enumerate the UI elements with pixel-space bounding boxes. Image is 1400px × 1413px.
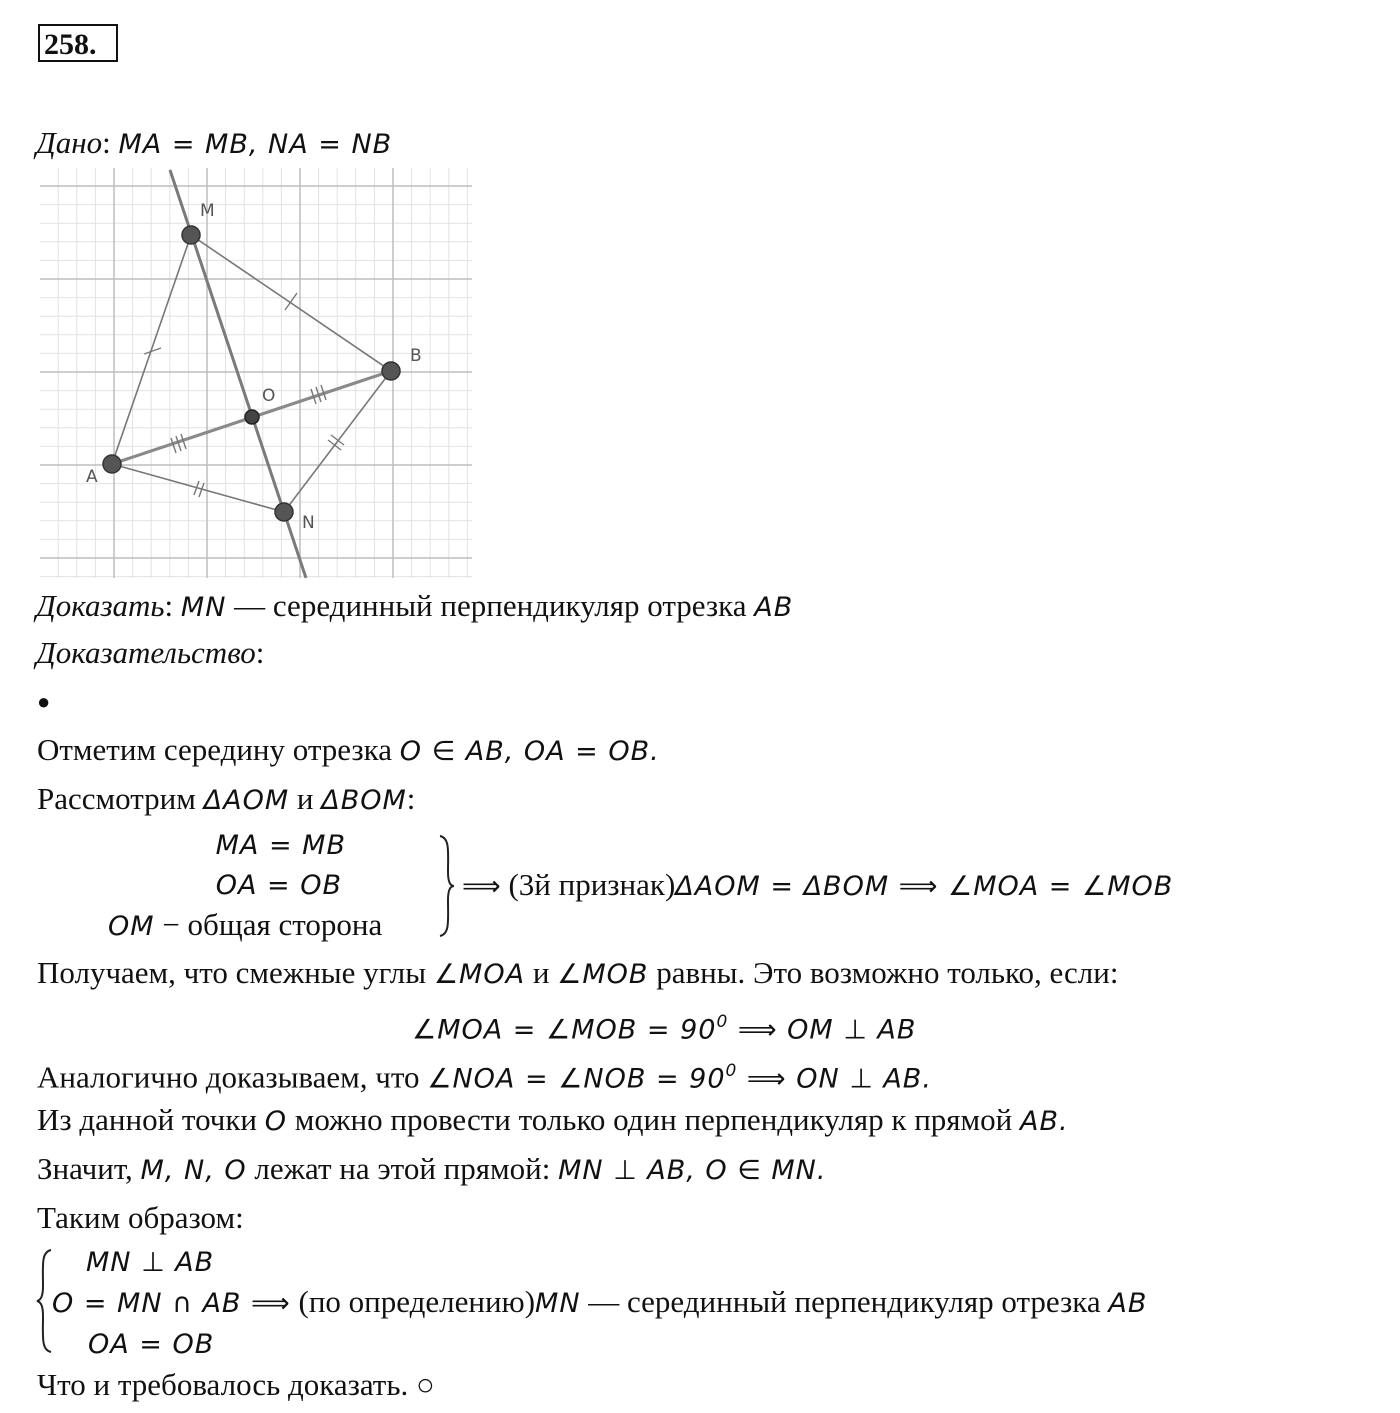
point-A [103, 455, 121, 473]
sys2-r2m: MN [535, 1288, 581, 1319]
prove-line [36, 587, 793, 627]
qed-mark: ○ [408, 1367, 435, 1402]
proof-line-1 [37, 731, 660, 771]
point-B [382, 362, 400, 380]
geometry-figure [40, 168, 472, 578]
sys2-r2m2: AB [1108, 1288, 1148, 1319]
sys2-r2t2: — серединный перпендикуляр отрезка [580, 1284, 1109, 1319]
l2-text: Рассмотрим [37, 781, 204, 816]
sys2-r1: MN ⊥ AB [86, 1247, 215, 1278]
l3-t1: Получаем, что смежные углы [37, 955, 434, 990]
grid [40, 168, 472, 578]
sys2-row2 [52, 1283, 1147, 1323]
sys2-r2: O = MN ∩ AB ⟹ [52, 1288, 291, 1319]
proof-line-2 [37, 780, 415, 820]
proof-line-5 [37, 1052, 932, 1098]
given-label: Дано [36, 125, 103, 160]
l5-t: Аналогично доказываем, что [37, 1059, 428, 1095]
proof-label: Доказательство [36, 635, 256, 670]
l1-text: Отметим середину отрезка [37, 732, 400, 767]
sys1-row2 [110, 865, 342, 905]
l2-and: и [289, 781, 322, 816]
point-O [245, 410, 259, 424]
given-math: MA = MB, NA = NB [118, 129, 393, 160]
bullet: ● [37, 689, 51, 714]
l7-m2: MN ⊥ AB, O ∈ MN. [558, 1155, 827, 1186]
sys1-crit: (3й признак) [500, 867, 676, 902]
sys2-row3 [88, 1324, 214, 1364]
prove-sep: : [164, 588, 181, 623]
l6-m2: AB. [1020, 1106, 1069, 1137]
proof-line-3 [37, 954, 1118, 994]
l5-m2: ⟹ ON ⊥ AB. [737, 1063, 932, 1095]
l4-m2: ⟹ OM ⊥ AB [728, 1014, 917, 1046]
l2-m2: ΔBOM [321, 785, 407, 816]
sys1-row1 [110, 825, 346, 865]
l4-sup: 0 [716, 1012, 729, 1032]
proof-line-4 [412, 1003, 916, 1049]
sys1-r1: MA = MB [215, 830, 346, 861]
label-O: O [262, 386, 276, 406]
proof-sep: : [255, 635, 265, 670]
sys1-arrow: ⟹ [462, 871, 501, 902]
l6-t1: Из данной точки [37, 1102, 265, 1137]
label-N: N [302, 513, 315, 533]
given-sep: : [102, 125, 119, 160]
l3-m1: ∠MOA [433, 959, 526, 990]
segment-AN [112, 464, 284, 512]
sys1-row3 [108, 906, 382, 946]
label-A: A [86, 467, 98, 487]
l2-end: : [406, 781, 416, 816]
l3-t2: и [525, 955, 558, 990]
prove-label: Доказать [36, 588, 165, 623]
sys1-r2: OA = OB [215, 870, 342, 901]
proof-line-8: Таким образом: [37, 1200, 244, 1235]
l3-t3: равны. Это возможно только, если: [648, 955, 1119, 990]
sys2-row1 [86, 1242, 214, 1282]
sys2-r2t: (по определению) [290, 1284, 536, 1319]
proof-line-9 [37, 1366, 435, 1404]
l3-m2: ∠MOB [557, 959, 649, 990]
given-line [36, 124, 392, 164]
sys1-result: ΔAOM = ΔBOM ⟹ ∠MOA = ∠MOB [675, 871, 1174, 902]
l2-m1: ΔAOM [203, 785, 290, 816]
l7-t2: лежат на этой прямой: [246, 1151, 559, 1186]
sys1-r3m: OM [108, 911, 155, 942]
label-B: B [410, 346, 422, 366]
point-M [182, 226, 200, 244]
l6-t2: можно провести только один перпендикуляр к прямой [287, 1102, 1020, 1137]
prove-text: — серединный перпендикуляр отрезка [226, 588, 755, 623]
l9-t: Что и требовалось доказать. [37, 1367, 409, 1402]
problem-number: 258. [38, 24, 118, 62]
sys1-r3t: − общая сторона [154, 907, 383, 942]
l4-m: ∠MOA = ∠MOB = 90 [412, 1014, 717, 1046]
l6-m1: O [264, 1106, 288, 1137]
segment-MB [191, 235, 391, 371]
l5-sup: 0 [725, 1061, 738, 1081]
sys2-r3: OA = OB [88, 1329, 215, 1360]
proof-label-line [36, 634, 264, 672]
l1-math: O ∈ AB, OA = OB. [399, 736, 660, 767]
prove-math: MN [180, 592, 227, 623]
label-M: M [200, 201, 215, 221]
proof-line-7 [37, 1150, 826, 1190]
right-brace [436, 832, 458, 940]
proof-line-6 [37, 1101, 1069, 1141]
l7-m1: M, N, O [140, 1155, 247, 1186]
sys1-result-line [462, 866, 1173, 906]
point-N [275, 503, 293, 521]
l5-m: ∠NOA = ∠NOB = 90 [427, 1063, 726, 1095]
l7-t1: Значит, [37, 1151, 141, 1186]
tick-MB [285, 293, 297, 310]
prove-math2: AB [754, 592, 794, 623]
